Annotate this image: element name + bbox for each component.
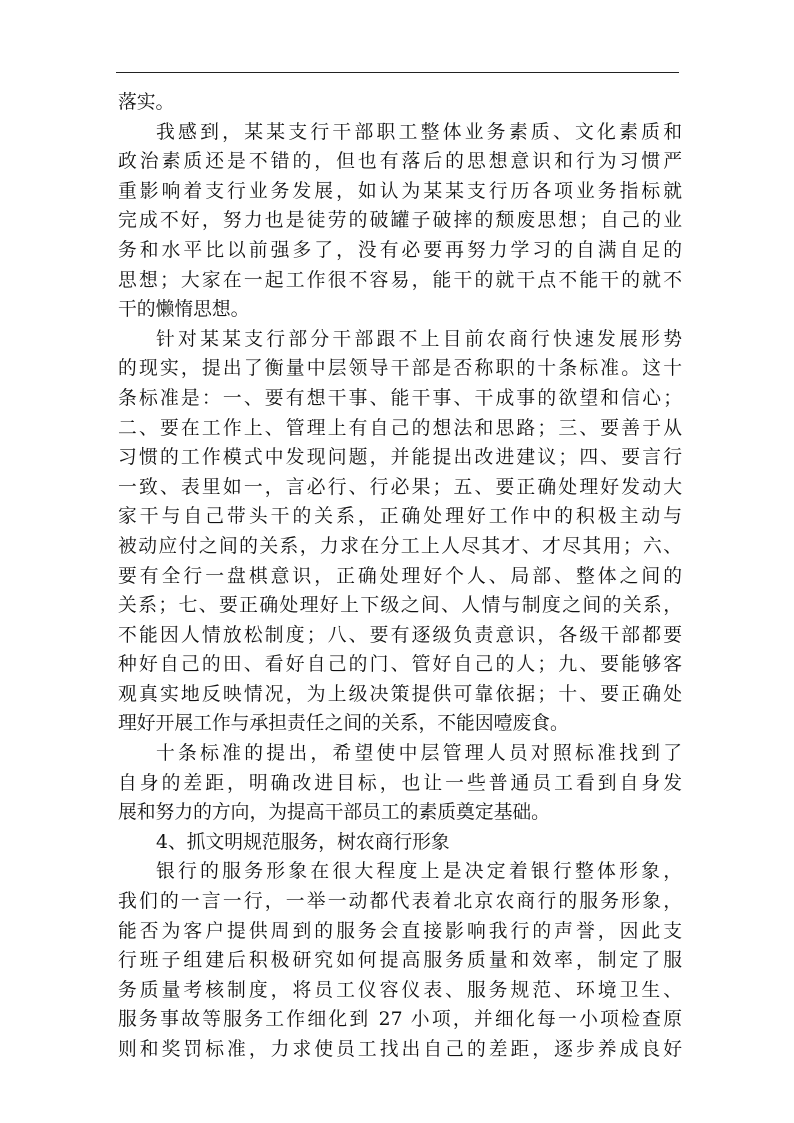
text-line: 我感到，某某支行干部职工整体业务素质、文化素质和 — [156, 121, 682, 143]
text-line: 则和奖罚标准，力求使员工找出自己的差距，逐步养成良好 — [118, 1039, 682, 1060]
text-line: 自身的差距，明确改进目标，也让一些普通员工看到自身发 — [118, 772, 682, 794]
text-line: 完成不好，努力也是徒劳的破罐子破摔的颓废思想；自己的业 — [118, 210, 682, 232]
text-line: 的现实，提出了衡量中层领导干部是否称职的十条标准。这十 — [118, 358, 682, 380]
text-line: 干的懒惰思想。 — [118, 299, 250, 321]
text-line: 展和努力的方向，为提高干部员工的素质奠定基础。 — [118, 802, 550, 824]
text-line: 思想；大家在一起工作很不容易，能干的就干点不能干的就不 — [118, 269, 682, 291]
text-line: 观真实地反映情况，为上级决策提供可靠依据；十、要正确处 — [118, 683, 682, 705]
text-line: 银行的服务形象在很大程度上是决定着银行整体形象， — [156, 861, 682, 883]
text-line: 被动应付之间的关系，力求在分工上人尽其才、才尽其用；六、 — [118, 535, 682, 557]
text-line: 服务事故等服务工作细化到 27 小项，并细化每一小项检查原 — [118, 1009, 682, 1031]
text-line: 不能因人情放松制度；八、要有逐级负责意识，各级干部都要 — [118, 624, 682, 646]
text-line: 重影响着支行业务发展，如认为某某支行历各项业务指标就 — [118, 180, 682, 202]
text-line: 理好开展工作与承担责任之间的关系，不能因噎废食。 — [118, 713, 569, 735]
text-line: 落实。 — [118, 92, 175, 113]
text-line: 关系；七、要正确处理好上下级之间、人情与制度之间的关系， — [118, 595, 682, 617]
body-text — [118, 88, 682, 1065]
text-line: 务和水平比以前强多了，没有必要再努力学习的自满自足的 — [118, 239, 682, 261]
text-line: 针对某某支行部分干部跟不上目前农商行快速发展形势 — [156, 328, 682, 350]
text-line: 行班子组建后积极研究如何提高服务质量和效率，制定了服 — [118, 950, 682, 972]
text-line: 种好自己的田、看好自己的门、管好自己的人；九、要能够客 — [118, 654, 682, 676]
text-line: 务质量考核制度，将员工仪容仪表、服务规范、环境卫生、 — [118, 979, 682, 1001]
text-line: 能否为客户提供周到的服务会直接影响我行的声誉，因此支 — [118, 920, 682, 942]
text-line: 条标准是：一、要有想干事、能干事、干成事的欲望和信心； — [118, 387, 682, 409]
text-line: 政治素质还是不错的，但也有落后的思想意识和行为习惯严 — [118, 151, 682, 173]
text-line: 二、要在工作上、管理上有自己的想法和思路；三、要善于从 — [118, 417, 682, 439]
text-line: 十条标准的提出，希望使中层管理人员对照标准找到了 — [156, 743, 682, 765]
text-line: 家干与自己带头干的关系，正确处理好工作中的积极主动与 — [118, 506, 682, 528]
header-rule — [116, 72, 679, 73]
text-line: 要有全行一盘棋意识，正确处理好个人、局部、整体之间的 — [118, 565, 682, 587]
text-line: 习惯的工作模式中发现问题，并能提出改进建议；四、要言行 — [118, 447, 682, 469]
text-line: 4、抓文明规范服务，树农商行形象 — [156, 831, 450, 853]
text-line: 一致、表里如一，言必行、行必果；五、要正确处理好发动大 — [118, 476, 682, 498]
text-line: 我们的一言一行，一举一动都代表着北京农商行的服务形象， — [118, 891, 682, 913]
